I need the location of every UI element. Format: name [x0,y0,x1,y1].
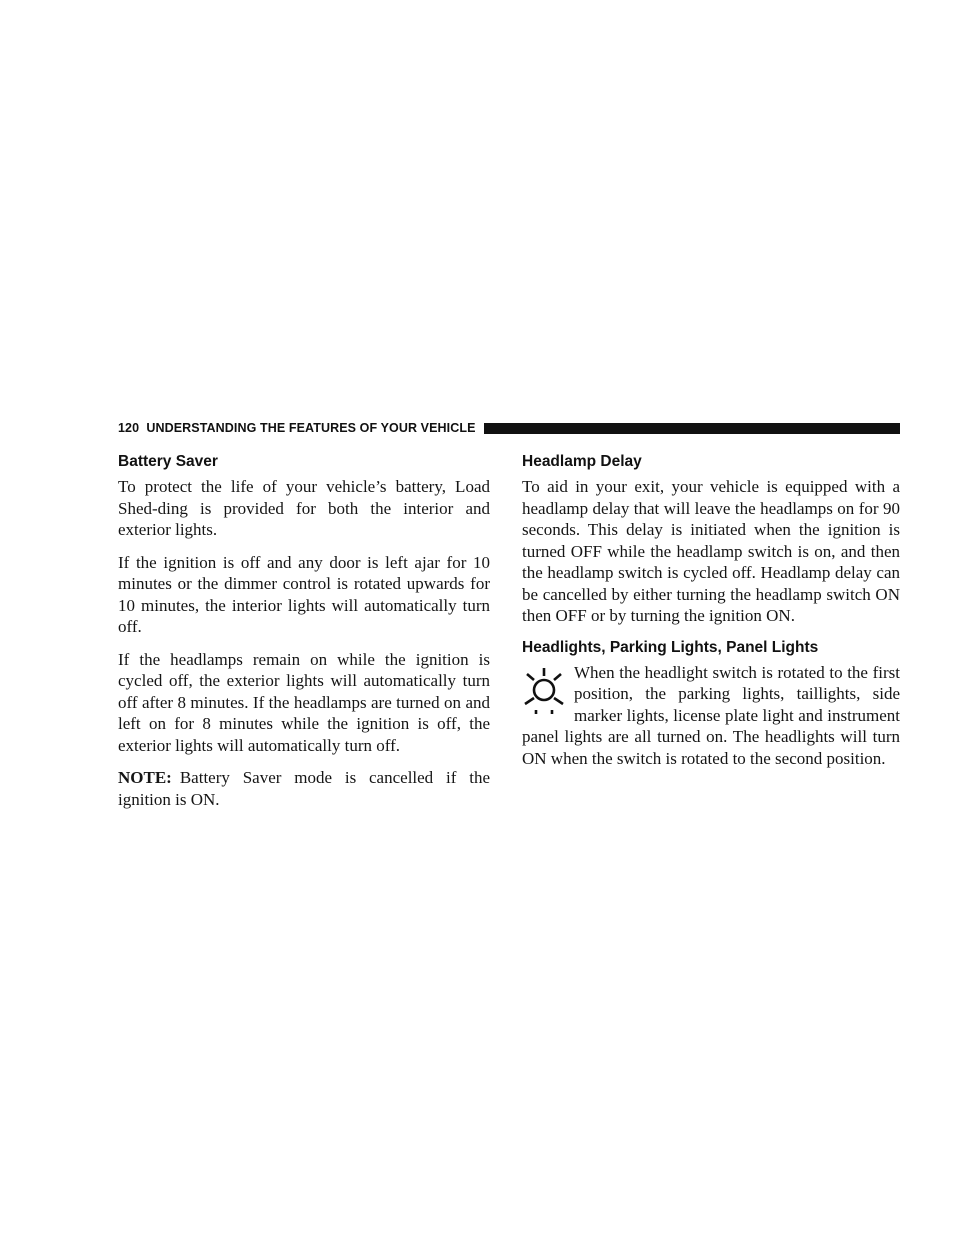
battery-saver-para-3: If the headlamps remain on while the ignition is cycled off, the exterior lights will automatically turn off after 8 minutes. If the headlamps are turned on and left on for 8 minutes while the ignition is off, the exterior lights will automatically turn off. [118,649,490,755]
header-rule [484,423,900,434]
battery-saver-heading: Battery Saver [118,453,218,470]
note-text: Battery Saver mode is cancelled if the ignition is ON. [118,768,490,809]
page-header-text [118,421,476,435]
battery-saver-para-1: To protect the life of your vehicle’s battery, Load Shed-ding is provided for both the interior and exterior lights. [118,477,490,539]
section-title: UNDERSTANDING THE FEATURES OF YOUR VEHICLE [146,421,476,435]
note-label: NOTE: [118,768,172,787]
page-number: 120 [118,421,140,435]
headlights-heading: Headlights, Parking Lights, Panel Lights [522,638,819,656]
left-column [118,452,490,821]
headlamp-delay-para: To aid in your exit, your vehicle is equipped with a headlamp delay that will leave the headlamps on for 90 seconds. This delay is initiated when the ignition is turned OFF while the headlamp switch is on, and then the headlamp switch is cycled off. Headlamp delay can be cancelled by either turning the headlamp switch ON then OFF or by turning the ignition ON. [522,477,900,625]
battery-saver-note [118,767,490,810]
battery-saver-para-2: If the ignition is off and any door is left ajar for 10 minutes or the dimmer control is rotated upwards for 10 minutes, the interior lights will automatically turn off. [118,552,490,636]
light-bulb-icon [522,664,566,716]
page-header [118,420,900,436]
headlamp-delay-heading: Headlamp Delay [522,453,642,470]
right-column [522,452,900,780]
headlights-para-text: When the headlight switch is rotated to the first position, the parking lights, taillights, side marker lights, license plate light and instrument panel lights are all turned on. The headlights will turn ON when the switch is rotated to the second position. [522,662,900,768]
headlights-para [522,662,900,770]
